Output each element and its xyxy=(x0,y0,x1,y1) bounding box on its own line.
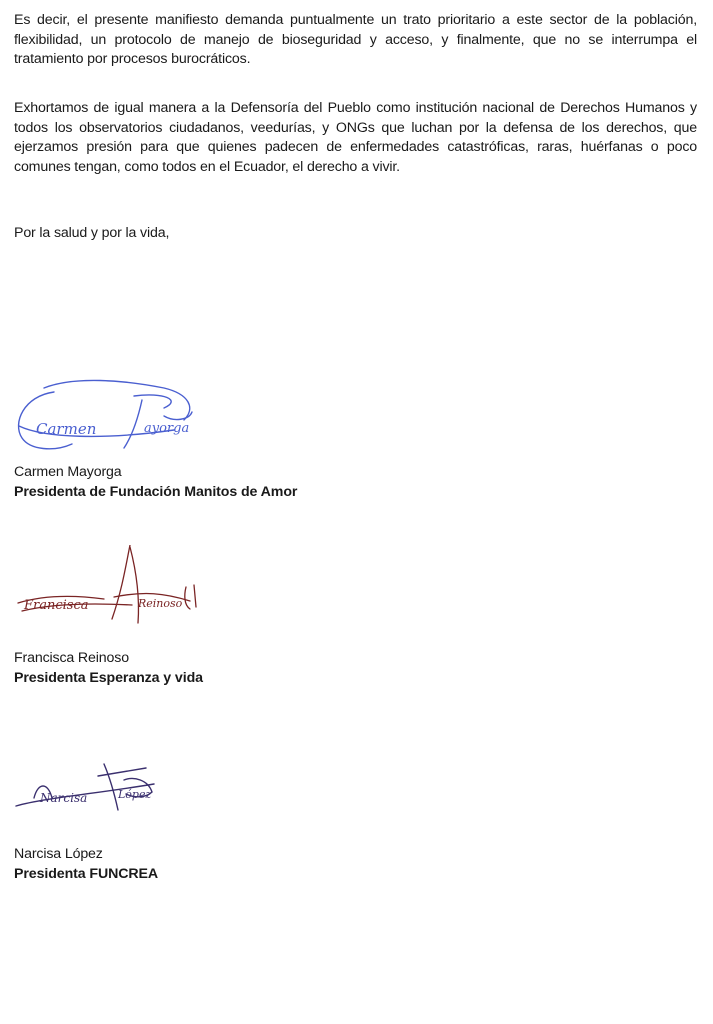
signature-francisca-lettering-2: Reinoso xyxy=(138,597,183,610)
closing-line: Por la salud y por la vida, xyxy=(14,225,170,241)
signature-narcisa-lettering-2: López xyxy=(118,788,152,801)
signatory-name: Carmen Mayorga xyxy=(14,464,122,480)
signature-francisca-reinoso-icon xyxy=(14,545,214,625)
signatory-title: Presidenta de Fundación Manitos de Amor xyxy=(14,484,298,500)
paragraph-demand: Es decir, el presente manifiesto demanda puntualmente un trato prioritario a este sector de la población, flexibilidad, un protocolo de manejo de bioseguridad y acceso, y finalmente, que no se interrumpa el tratamiento por procesos burocráticos. xyxy=(14,12,697,68)
signature-francisca-lettering: Francisca xyxy=(24,598,89,613)
signature-carmen-lettering-2: ayorga xyxy=(144,421,190,436)
signature-narcisa-lettering: Narcisa xyxy=(40,791,88,805)
signatory-title: Presidenta Esperanza y vida xyxy=(14,670,203,686)
signature-carmen-lettering: Carmen xyxy=(36,420,97,438)
signatory-title: Presidenta FUNCREA xyxy=(14,866,159,882)
paragraph-exhortation: Exhortamos de igual manera a la Defensoría del Pueblo como institución nacional de Derechos Humanos y todos los observatorios ciudadanos, veedurías, y ONGs que luchan por la defensa de los derechos, que ejerzamos presión para que quienes padecen de enfermedades catastróficas, raras, huérfanas o poco comunes tengan, como todos en el Ecuador, el derecho a vivir. xyxy=(14,100,697,175)
signatory-name: Francisca Reinoso xyxy=(14,650,129,666)
signatory-name: Narcisa López xyxy=(14,846,103,862)
signature-carmen-mayorga-icon xyxy=(14,378,204,458)
signature-narcisa-lopez-icon xyxy=(14,758,174,818)
